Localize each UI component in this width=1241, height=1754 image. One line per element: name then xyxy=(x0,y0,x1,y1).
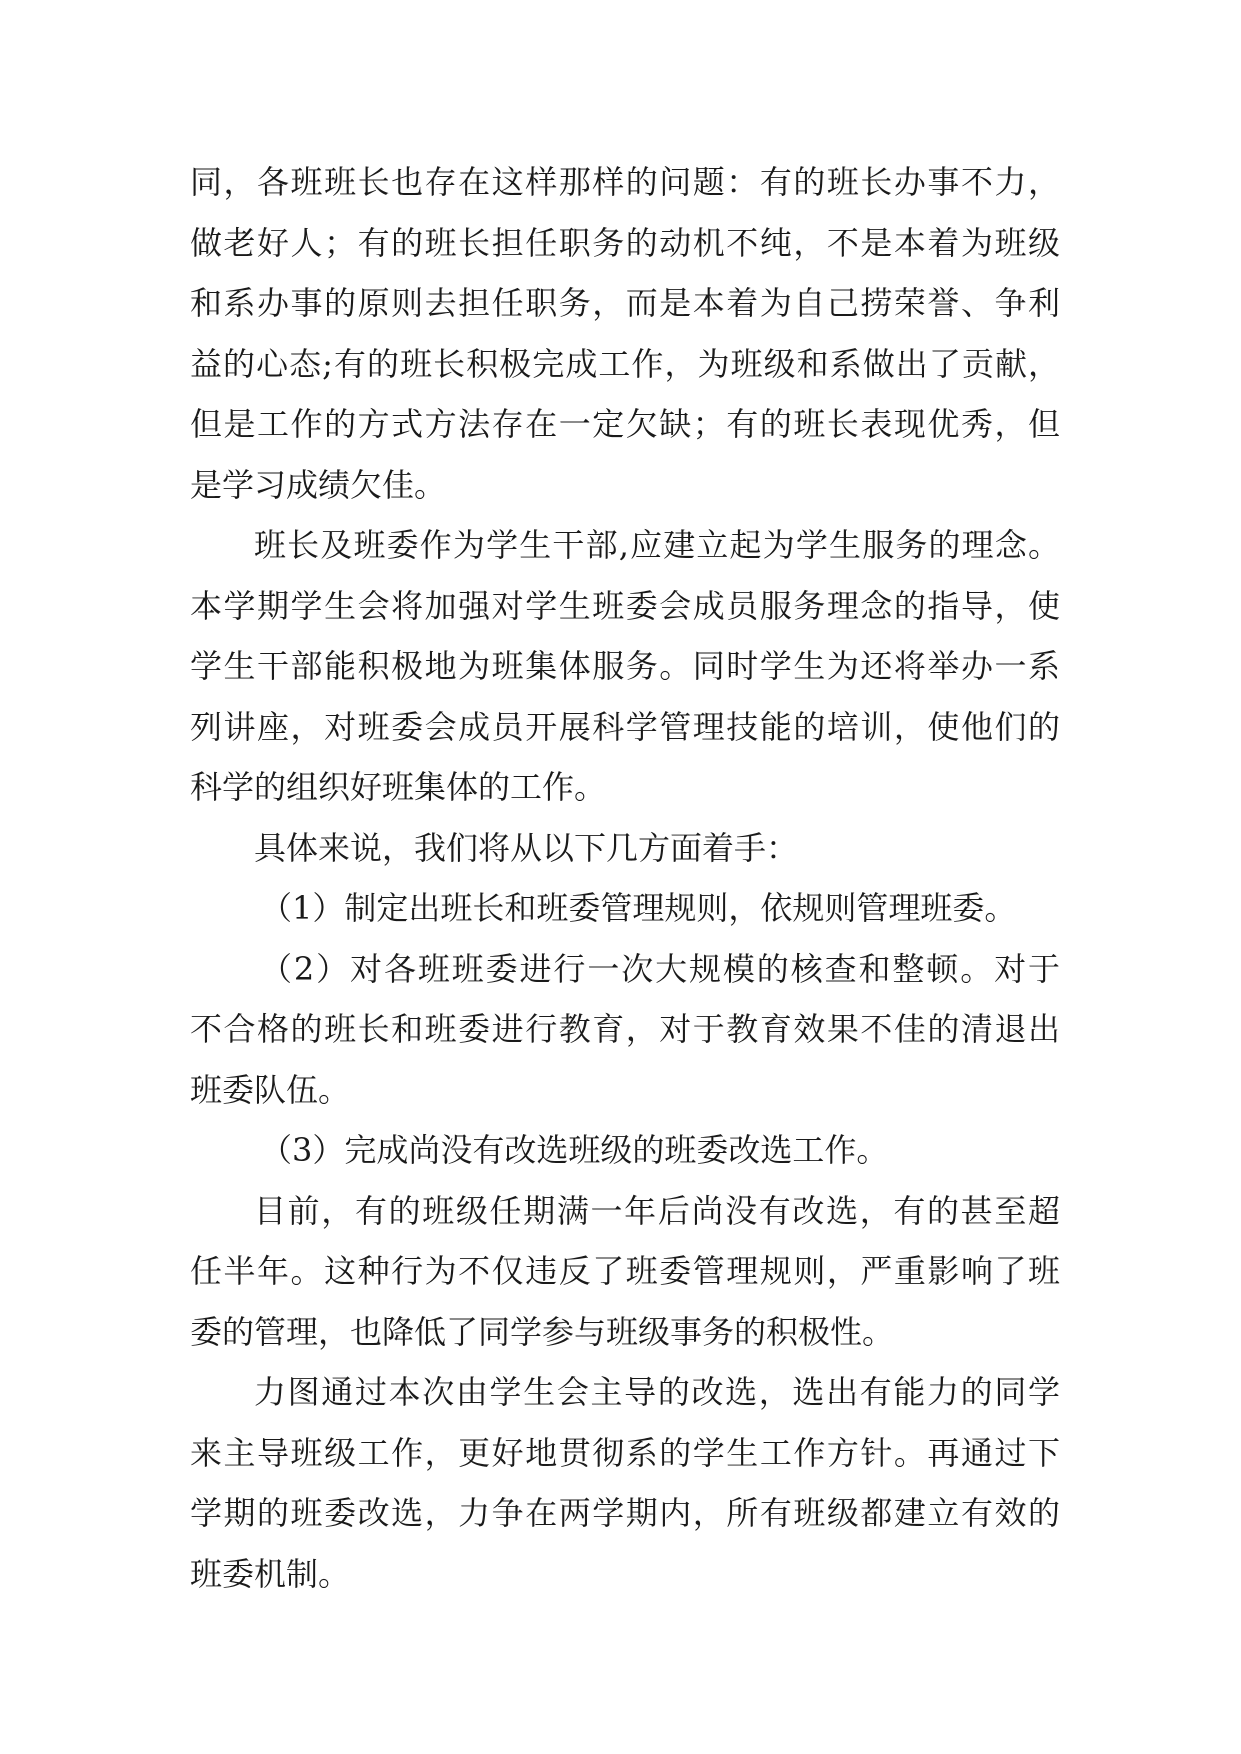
text-line: 是学习成绩欠佳。 xyxy=(190,465,447,504)
text-line: 科学的组织好班集体的工作。 xyxy=(190,768,607,806)
text-line: 列讲座，对班委会成员开展科学管理技能的培训，使他们的 xyxy=(190,707,1060,746)
text-line: 本学期学生会将加强对学生班委会成员服务理念的指导，使 xyxy=(190,586,1060,625)
paragraph xyxy=(190,152,1060,515)
text-line: 来主导班级工作，更好地贯彻系的学生工作方针。再通过下 xyxy=(190,1433,1060,1472)
paragraph xyxy=(190,515,1060,818)
text-line: 益的心态;有的班长积极完成工作，为班级和系做出了贡献， xyxy=(190,344,1060,383)
text-line: 做老好人；有的班长担任职务的动机不纯，不是本着为班级 xyxy=(190,223,1060,262)
text-line: （2）对各班班委进行一次大规模的核查和整顿。对于 xyxy=(260,949,1060,988)
text-line: 和系办事的原则去担任职务，而是本着为自己捞荣誉、争利 xyxy=(190,284,1060,322)
text-line: （1）制定出班长和班委管理规则，依规则管理班委。 xyxy=(260,889,1017,927)
text-line: 班委机制。 xyxy=(190,1554,351,1593)
text-line: 任半年。这种行为不仅违反了班委管理规则，严重影响了班 xyxy=(190,1252,1060,1290)
text-line: 学期的班委改选，力争在两学期内，所有班级都建立有效的 xyxy=(190,1494,1060,1532)
text-line: 力图通过本次由学生会主导的改选，选出有能力的同学 xyxy=(254,1373,1060,1411)
text-line: 委的管理，也降低了同学参与班级事务的积极性。 xyxy=(190,1312,895,1351)
text-line: 不合格的班长和班委进行教育，对于教育效果不佳的清退出 xyxy=(190,1010,1060,1048)
list-item xyxy=(190,939,1060,1121)
text-line: 学生干部能积极地为班集体服务。同时学生为还将举办一系 xyxy=(190,647,1060,685)
paragraph xyxy=(190,1181,1060,1363)
paragraph xyxy=(190,818,1060,879)
text-line: 目前，有的班级任期满一年后尚没有改选，有的甚至超 xyxy=(254,1191,1060,1230)
text-line: 同，各班班长也存在这样那样的问题：有的班长办事不力， xyxy=(190,163,1060,201)
text-line: （3）完成尚没有改选班级的班委改选工作。 xyxy=(260,1131,889,1169)
list-item xyxy=(190,1120,1060,1181)
text-line: 具体来说，我们将从以下几方面着手： xyxy=(254,828,799,867)
list-item xyxy=(190,878,1060,939)
document-body xyxy=(190,152,1060,1604)
paragraph xyxy=(190,1362,1060,1604)
text-line: 但是工作的方式方法存在一定欠缺；有的班长表现优秀，但 xyxy=(190,405,1060,443)
text-line: 班长及班委作为学生干部,应建立起为学生服务的理念。 xyxy=(254,526,1060,564)
text-line: 班委队伍。 xyxy=(190,1070,351,1109)
